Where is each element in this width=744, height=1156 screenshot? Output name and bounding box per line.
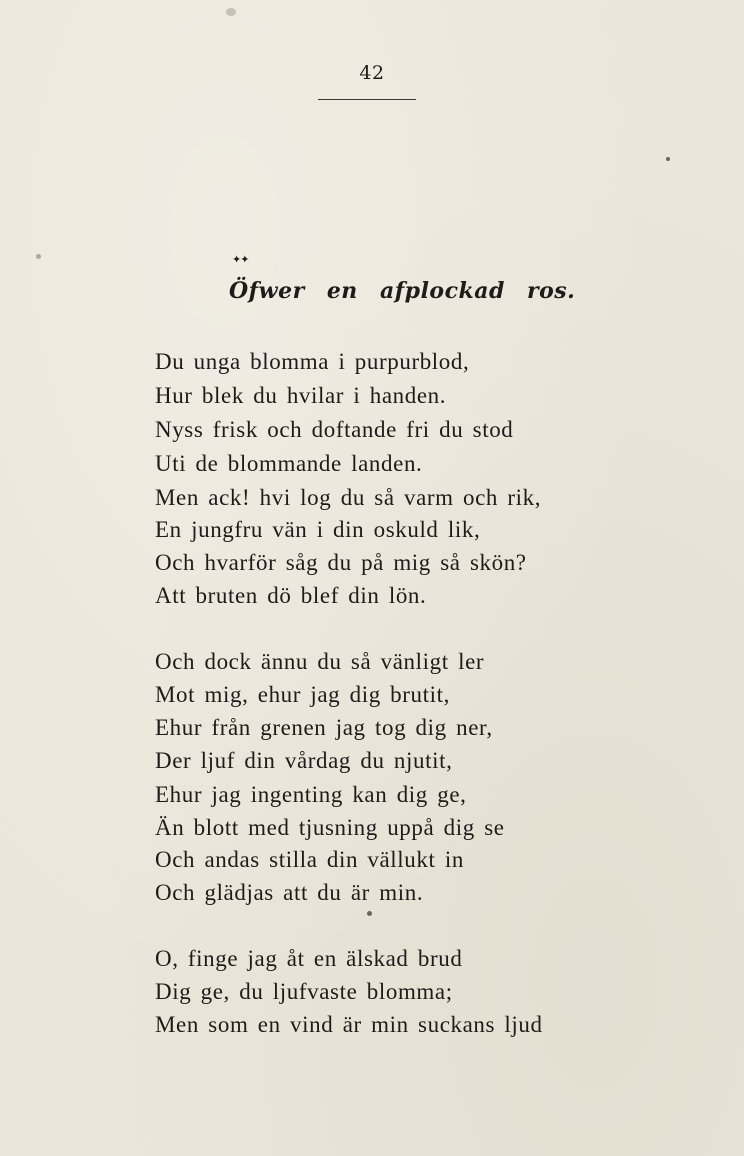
poem-line: Ehur jag ingenting kan dig ge, — [155, 782, 467, 807]
poem-title: Öfwer en afplockad ros. — [229, 278, 576, 304]
poem-line: En jungfru vän i din oskuld lik, — [155, 517, 481, 542]
poem-line: Uti de blommande landen. — [155, 451, 423, 476]
header-rule — [318, 99, 416, 100]
paper-speck — [36, 254, 41, 259]
poem-line: Men ack! hvi log du så varm och rik, — [155, 485, 542, 510]
poem-line: Och hvarför såg du på mig så skön? — [155, 550, 527, 575]
poem-line: Mot mig, ehur jag dig brutit, — [155, 682, 450, 707]
poem-line: Men som en vind är min suckans ljud — [155, 1012, 543, 1037]
poem-line: Ehur från grenen jag tog dig ner, — [155, 715, 493, 740]
paper-speck — [226, 8, 236, 16]
poem-line: Än blott med tjusning uppå dig se — [155, 815, 505, 840]
poem-line: Och glädjas att du är min. — [155, 880, 424, 905]
poem-line: Och dock ännu du så vänligt ler — [155, 649, 485, 674]
poem-line: Der ljuf din vårdag du njutit, — [155, 748, 453, 773]
poem-line: Att bruten dö blef din lön. — [155, 583, 427, 608]
paper-speck — [367, 911, 372, 916]
page-number: 42 — [359, 62, 385, 84]
poem-line: Hur blek du hvilar i handen. — [155, 383, 447, 408]
paper-speck — [666, 157, 670, 161]
title-ornament: ✦✦ — [232, 253, 249, 266]
poem-line: Dig ge, du ljufvaste blomma; — [155, 979, 453, 1004]
poem-line: Du unga blomma i purpurblod, — [155, 349, 470, 374]
poem-line: Nyss frisk och doftande fri du stod — [155, 417, 514, 442]
poem-line: O, finge jag åt en älskad brud — [155, 946, 463, 971]
poem-line: Och andas stilla din vällukt in — [155, 847, 464, 872]
